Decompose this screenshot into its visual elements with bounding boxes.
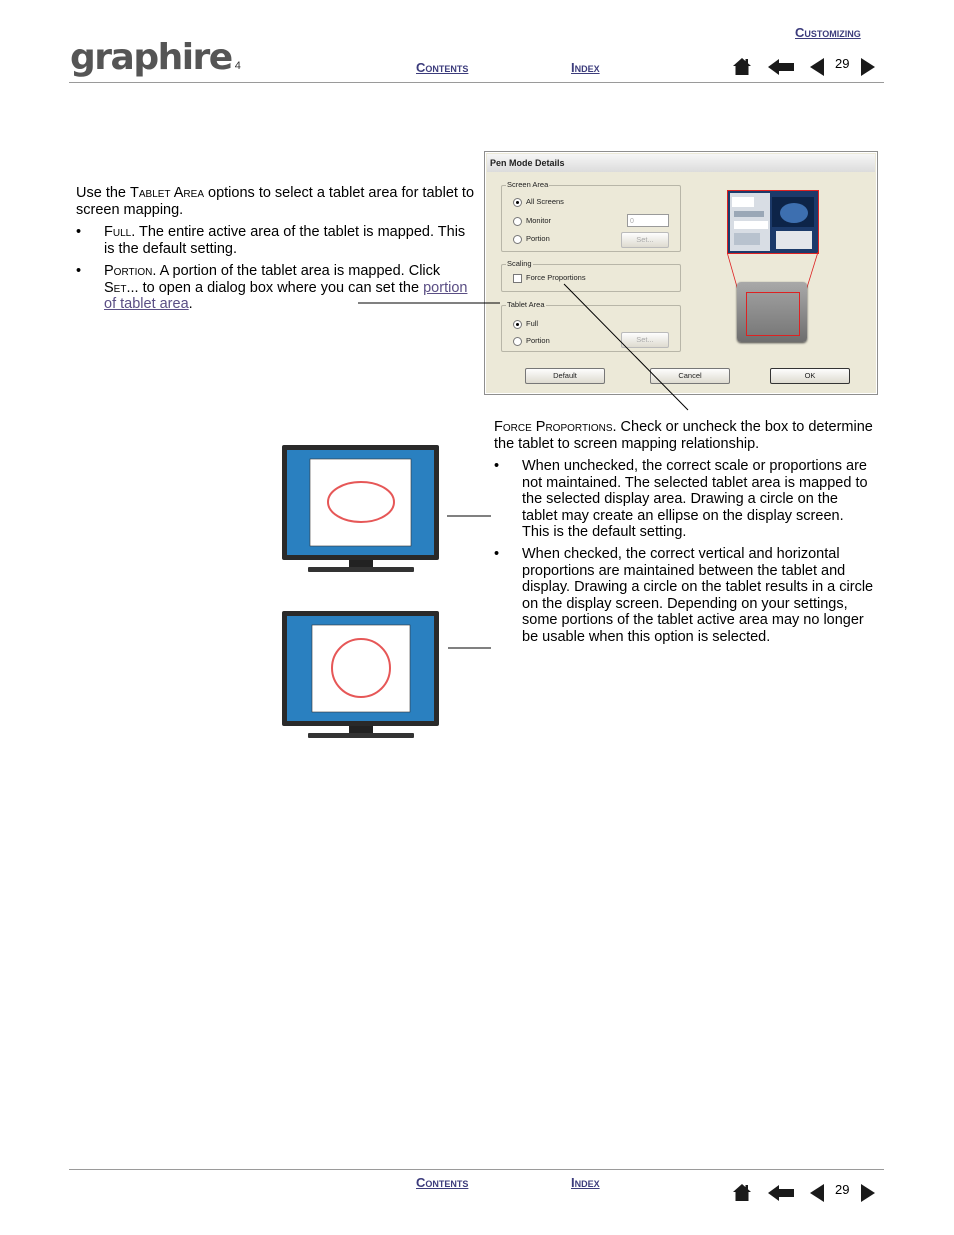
contents-link[interactable]: Contents	[416, 60, 469, 75]
ok-button[interactable]: OK	[770, 368, 850, 384]
screen-portion-radio[interactable]: Portion	[513, 234, 550, 244]
portion-option-item: • Portion. A portion of the tablet area is mapped. Click Set... to open a dialog box where you can set the portion of tablet area.	[76, 263, 468, 312]
home-icon[interactable]	[732, 1182, 752, 1202]
full-option-item: • Full. The entire active area of the tablet is mapped. This is the default setting.	[76, 224, 466, 257]
section-link-customizing[interactable]: Customizing	[795, 25, 861, 40]
logo-suffix: 4	[234, 60, 241, 72]
logo-text: graphire	[70, 37, 232, 78]
next-page-icon[interactable]	[860, 1183, 876, 1203]
scaling-label: Scaling	[507, 259, 532, 268]
all-screens-radio[interactable]: All Screens	[513, 197, 564, 207]
nav-bar-bottom	[732, 1181, 882, 1205]
force-proportions-intro: Force Proportions. Check or uncheck the box to determine the tablet to screen mapping relationship.	[494, 419, 873, 452]
monitor-circle-image	[282, 611, 440, 741]
index-link[interactable]: Index	[571, 60, 600, 75]
tablet-set-button[interactable]: Set...	[621, 332, 669, 348]
tablet-area-intro: Use the Tablet Area options to select a tablet area for tablet to screen mapping.	[76, 185, 475, 218]
tablet-portion-radio[interactable]: Portion	[513, 336, 550, 346]
tablet-full-radio[interactable]: Full	[513, 319, 538, 329]
cancel-button[interactable]: Cancel	[650, 368, 730, 384]
tablet-area-label: Tablet Area	[507, 300, 545, 309]
back-icon[interactable]	[767, 1183, 795, 1203]
checked-item: • When checked, the correct vertical and horizontal proportions are maintained between the tablet and display. Drawing a circle on the tablet results in a circle on the display screen. Depending on your settings, some portions of the tablet active area may no longer be usable when this option is selected.	[494, 546, 874, 645]
footer-rule	[69, 1169, 884, 1170]
page-number: 29	[835, 56, 850, 71]
screen-set-button[interactable]: Set...	[621, 232, 669, 248]
monitor-ellipse-image	[282, 445, 440, 575]
previous-page-icon[interactable]	[809, 1183, 825, 1203]
footer-contents-link[interactable]: Contents	[416, 1175, 469, 1190]
monitor-radio[interactable]: Monitor	[513, 216, 551, 226]
dialog-title: Pen Mode Details	[487, 154, 875, 172]
force-proportions-checkbox[interactable]: Force Proportions	[513, 273, 586, 283]
footer-index-link[interactable]: Index	[571, 1175, 600, 1190]
monitor-number-field[interactable]: 0	[627, 214, 669, 227]
unchecked-item: • When unchecked, the correct scale or proportions are not maintained. The selected tablet area is mapped to the selected display area. Drawing a circle on the tablet may create an ellipse on the display screen. This is the default setting.	[494, 458, 868, 540]
portion-of-tablet-area-link[interactable]: portion of tablet area	[104, 279, 468, 312]
default-button[interactable]: Default	[525, 368, 605, 384]
footer-page-number: 29	[835, 1182, 850, 1197]
screen-area-label: Screen Area	[507, 180, 549, 189]
